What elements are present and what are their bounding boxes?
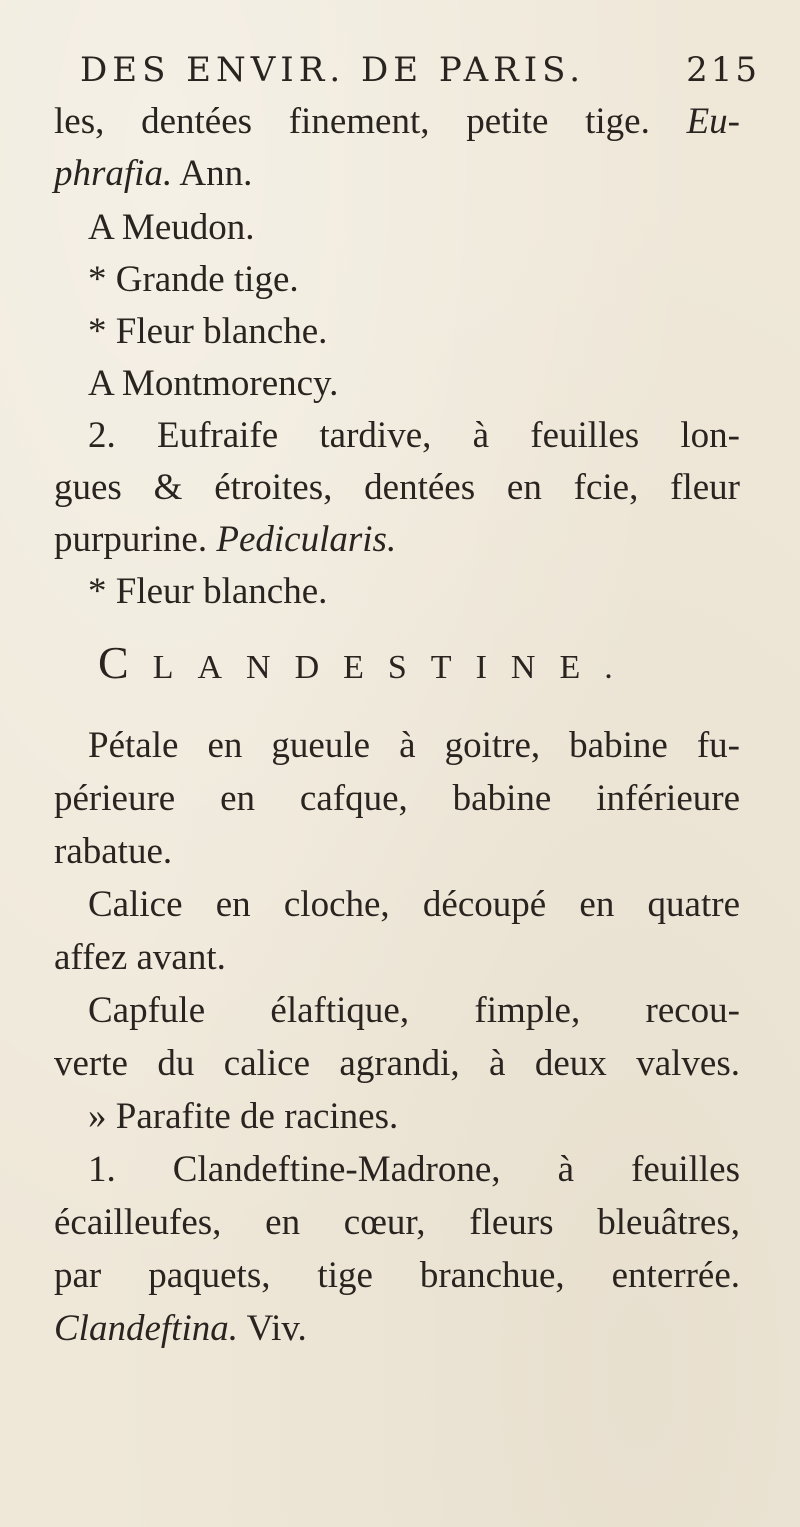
text-line: verte du calice agrandi, à deux valves. (54, 1043, 740, 1084)
text-line: gues & étroites, dentées en fcie, fleur (54, 467, 740, 508)
text-line: Clandeftina. Viv. (54, 1308, 307, 1349)
text-line: Pétale en gueule à goitre, babine fu- (88, 725, 740, 766)
text-line: Capfule élaftique, fimple, recou- (88, 990, 740, 1031)
page-number: 215 (686, 50, 760, 90)
text-line: * Fleur blanche. (88, 571, 328, 612)
text-line: périeure en cafque, babine inférieure (54, 778, 740, 819)
text-line: 2. Eufraife tardive, à feuilles lon- (88, 415, 740, 456)
text-line: par paquets, tige branchue, enterrée. (54, 1255, 740, 1296)
page-header (80, 42, 760, 102)
text-line: les, dentées finement, petite tige. Eu- (54, 101, 740, 142)
text-line: * Grande tige. (88, 259, 299, 300)
text-line: A Meudon. (88, 207, 255, 248)
text-line: phrafia. Ann. (54, 153, 253, 194)
text-line: Calice en cloche, découpé en quatre (88, 884, 740, 925)
text-line: » Parafite de racines. (88, 1096, 399, 1137)
text-line: affez avant. (54, 937, 226, 978)
text-line: purpurine. Pedicularis. (54, 519, 397, 560)
text-line: * Fleur blanche. (88, 311, 328, 352)
section-title: CLANDESTINE. (98, 637, 637, 688)
running-title: DES ENVIR. DE PARIS. (80, 50, 586, 90)
text-line: rabatue. (54, 831, 173, 872)
text-line: A Montmorency. (88, 363, 339, 404)
text-line: écailleufes, en cœur, fleurs bleuâtres, (54, 1202, 740, 1243)
text-line: 1. Clandeftine-Madrone, à feuilles (88, 1149, 740, 1190)
